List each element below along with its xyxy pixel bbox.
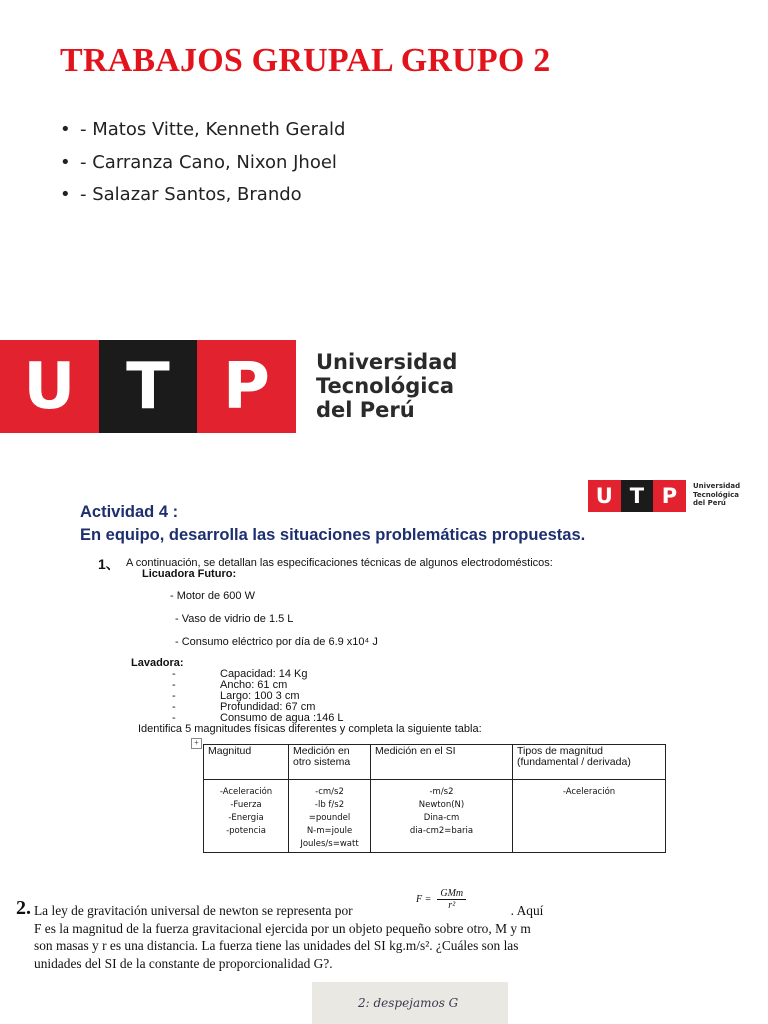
table-header-row (204, 745, 666, 780)
licuadora-spec: - Vaso de vidrio de 1.5 L (175, 613, 294, 625)
table-header-cell: Medición en otro sistema (289, 745, 371, 780)
lavadora-dash: - (172, 679, 176, 691)
members-list (60, 116, 345, 214)
university-name-large: Universidad Tecnológica del Perú (316, 350, 458, 422)
table-cell: -m/s2 Newton(N) Dina-cm dia-cm2=baria (371, 780, 513, 853)
university-name-small: Universidad Tecnológica del Perú (693, 482, 741, 507)
table-cell: -cm/s2 -lb f/s2 =poundel N-m=joule Joules/s=watt (289, 780, 371, 853)
licuadora-spec: - Consumo eléctrico por día de 6.9 x10⁴ J (175, 636, 378, 648)
lavadora-spec: Ancho: 61 cm (220, 679, 288, 691)
problem-1-intro: A continuación, se detallan las especificaciones técnicas de algunos electrodomésticos: (126, 557, 553, 569)
table-header-cell: Magnitud (204, 745, 289, 780)
lavadora-dash: - (172, 712, 176, 724)
lavadora-dash: - (172, 668, 176, 680)
slide-title: TRABAJOS GRUPAL GRUPO 2 (60, 42, 551, 79)
problem-2-number: 2. (16, 897, 31, 919)
member-item: • - Salazar Santos, Brando (60, 181, 345, 214)
table-row (204, 780, 666, 853)
table-move-handle-icon[interactable]: + (191, 738, 202, 749)
lavadora-spec: Profundidad: 67 cm (220, 701, 316, 713)
table-header-cell: Medición en el SI (371, 745, 513, 780)
licuadora-heading: Licuadora Futuro: (142, 568, 237, 580)
bullet-icon: • (60, 119, 71, 140)
utp-logo-large: U T P (0, 340, 296, 433)
licuadora-spec: - Motor de 600 W (170, 590, 255, 602)
activity-subtitle: En equipo, desarrolla las situaciones problemáticas propuestas. (80, 526, 586, 544)
member-item: • - Carranza Cano, Nixon Jhoel (60, 149, 345, 182)
bullet-icon: • (60, 151, 71, 173)
table-instruction: Identifica 5 magnitudes físicas diferentes y completa la siguiente tabla: (138, 723, 482, 735)
table-cell: -Aceleración (513, 780, 666, 853)
lavadora-spec: Capacidad: 14 Kg (220, 668, 308, 680)
lavadora-spec: Largo: 100 3 cm (220, 690, 300, 702)
problem-2-text: La ley de gravitación universal de newton se representa por . Aquí F es la magnitud de la fuerza gravitacional ejercida por un objeto pequeño sobre otro, M y m son masas y r es una distancia. La fuerza tiene las unidades del SI kg.m/s². ¿Cuáles son las unidades del SI de la constante de proporcionalidad G?. (34, 903, 544, 971)
table-header-cell: Tipos de magnitud (fundamental / derivada) (513, 745, 666, 780)
problem-1-number: 1、 (98, 556, 120, 572)
lavadora-dash: - (172, 690, 176, 702)
activity-title: Actividad 4 : (80, 503, 179, 521)
member-item: • - Matos Vitte, Kenneth Gerald (60, 116, 345, 149)
utp-logo-small: U T P (588, 480, 686, 512)
handwritten-note-image: 2: despejamos G (312, 982, 508, 1024)
magnitudes-table (203, 744, 666, 853)
lavadora-heading: Lavadora: (131, 657, 184, 669)
lavadora-dash: - (172, 701, 176, 713)
lavadora-spec: Consumo de agua :146 L (220, 712, 344, 724)
gravitation-formula: F = $\frac{\text{GMm}}{\text{r²}}$ (416, 888, 466, 911)
table-cell: -Aceleración -Fuerza -Energia -potencia (204, 780, 289, 853)
bullet-icon: • (60, 184, 71, 205)
